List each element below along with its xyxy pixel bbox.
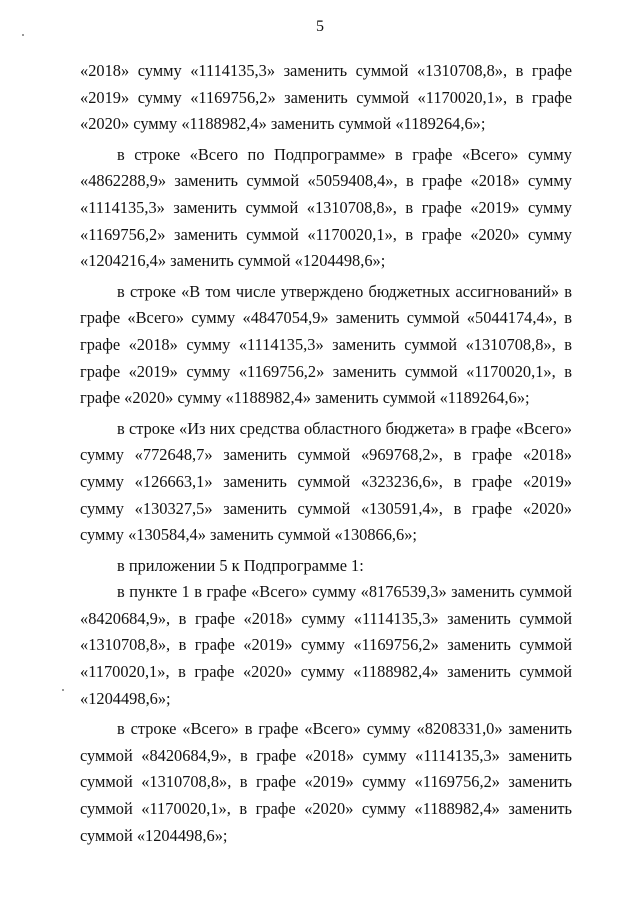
- paragraph-total-row: в строке «Всего» в графе «Всего» сумму «8208331,0» заменить суммой «8420684,9», в графе «2018» сумму «1114135,3» заменить суммой «1310708,8», в графе «2019» сумму «1169756,2» заменить суммой «1170020,1», в графе «2020» сумму «1188982,4» заменить суммой «1204498,6»;: [80, 719, 572, 845]
- paragraph-appendix-heading: в приложении 5 к Подпрограмме 1:: [117, 555, 364, 575]
- paragraph-approved-allocations: в строке «В том числе утверждено бюджетных ассигнований» в графе «Всего» сумму «4847054,9» заменить суммой «5044174,4», в графе «2018» сумму «1114135,3» заменить суммой «1310708,8», в графе «2019» сумму «1169756,2» заменить суммой «1170020,1», в графе «2020» сумму «1188982,4» заменить суммой «1189264,6»;: [80, 281, 572, 408]
- paragraph-continuation: «2018» сумму «1114135,3» заменить суммой «1310708,8», в графе «2019» сумму «1169756,2» заменить суммой «1170020,1», в графе «2020» сумму «1188982,4» заменить суммой «1189264,6»;: [80, 61, 572, 134]
- paragraph-regional-budget: в строке «Из них средства областного бюджета» в графе «Всего» сумму «772648,7» заменить суммой «969768,2», в графе «2018» сумму «126663,1» заменить суммой «323236,6», в графе «2019» сумму «130327,5» заменить суммой «130591,4», в графе «2020» сумму «130584,4» заменить суммой «130866,6»;: [80, 418, 572, 545]
- paragraph-subprogram-total: в строке «Всего по Подпрограмме» в графе «Всего» сумму «4862288,9» заменить суммой «5059408,4», в графе «2018» сумму «1114135,3» заменить суммой «1310708,8», в графе «2019» сумму «1169756,2» заменить суммой «1170020,1», в графе «2020» сумму «1204216,4» заменить суммой «1204498,6»;: [80, 144, 572, 271]
- document-body: [80, 58, 572, 849]
- page-number: 5: [316, 18, 324, 35]
- paragraph-item-1: в пункте 1 в графе «Всего» сумму «8176539,3» заменить суммой «8420684,9», в графе «2018» сумму «1114135,3» заменить суммой «1310708,8», в графе «2019» сумму «1169756,2» заменить суммой «1170020,1», в графе «2020» сумму «1188982,4» заменить суммой «1204498,6»;: [80, 582, 572, 708]
- scan-speck: [62, 689, 64, 691]
- scan-speck: [22, 34, 24, 36]
